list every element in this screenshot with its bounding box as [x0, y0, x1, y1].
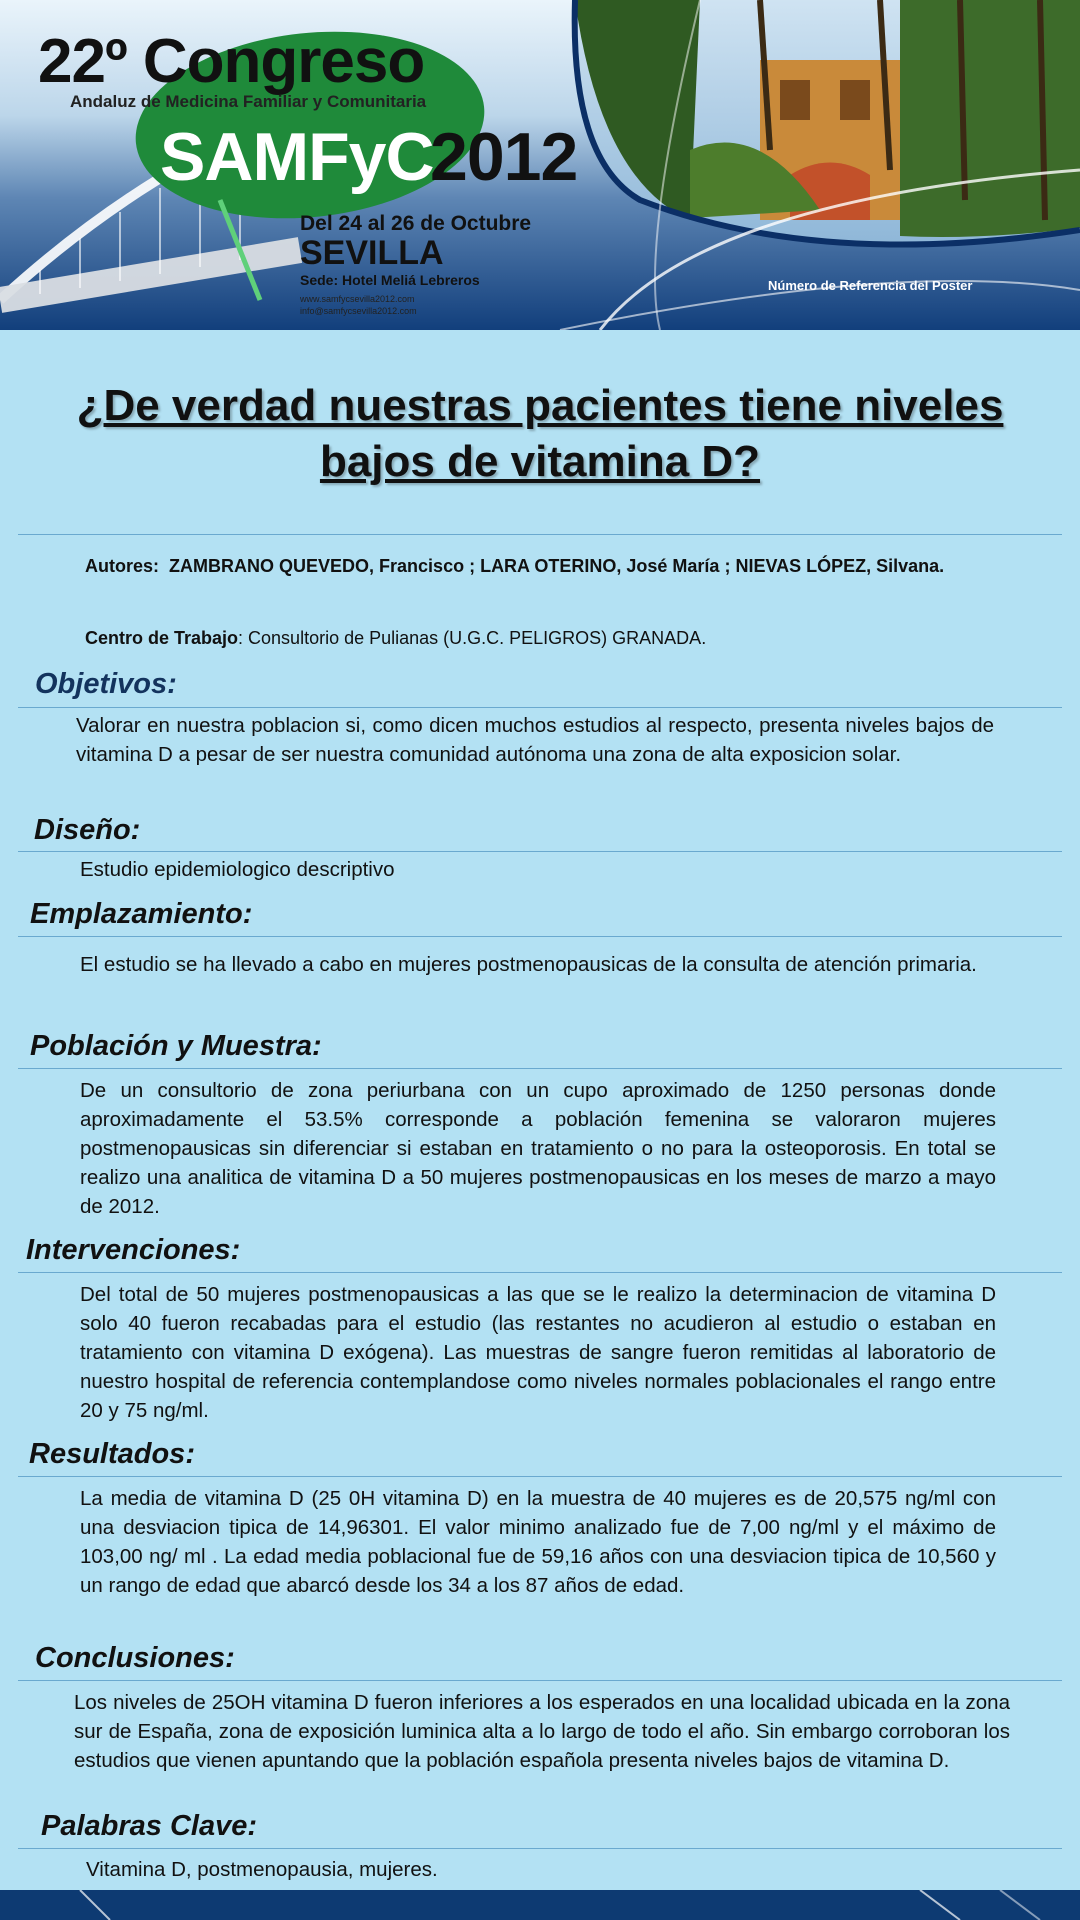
poster-title: ¿De verdad nuestras pacientes tiene niveles bajos de vitamina D?	[76, 381, 1004, 486]
congreso-title: 22º Congreso	[38, 27, 425, 96]
divider	[18, 1476, 1062, 1477]
divider	[18, 707, 1062, 708]
text-objetivos: Valorar en nuestra poblacion si, como dicen muchos estudios al respecto, presenta niveles bajos de vitamina D a pesar de ser nuestra comunidad autónoma una zona de alta exposicion solar.	[76, 714, 994, 766]
work-center-label: Centro de Trabajo	[85, 628, 239, 648]
work-center	[85, 628, 706, 649]
text-intervenciones: Del total de 50 mujeres postmenopausicas a las que se le realizo la determinacion de vitamina D solo 40 fueron recabadas para el estudio (las restantes no acudieron al estudio o estaban en tratamiento con vitamina D exógena). Las muestras de sangre fueron remitidas al laboratorio de nuestro hospital de referencia contemplandose como niveles normales poblacionales el rango entre 20 y 75 ng/ml.	[80, 1283, 996, 1422]
text-resultados: La media de vitamina D (25 0H vitamina D) en la muestra de 40 mujeres es de 20,575 ng/ml con una desviacion tipica de 14,96301. El valor minimo analizado fue de 7,00 ng/ml y el máximo de 103,00 ng/ ml . La edad media poblacional fue de 59,16 años con una desviacion tipica de 10,560 y un rango de edad que abarcó desde los 34 a los 87 años de edad.	[80, 1487, 996, 1597]
heading-intervenciones: Intervenciones:	[26, 1234, 241, 1266]
heading-resultados: Resultados:	[29, 1438, 195, 1470]
work-center-value: : Consultorio de Pulianas (U.G.C. PELIGROS) GRANADA.	[238, 628, 707, 648]
divider	[18, 936, 1062, 937]
text-palabras-clave: Vitamina D, postmenopausia, mujeres.	[86, 1858, 438, 1881]
divider	[18, 1848, 1062, 1849]
authors-label: Autores:	[85, 556, 160, 576]
divider	[18, 1272, 1062, 1273]
logo-name: SAMFyC	[160, 119, 434, 195]
header-banner	[0, 0, 1080, 330]
congress-email: info@samfycsevilla2012.com	[300, 306, 417, 316]
text-conclusiones: Los niveles de 25OH vitamina D fueron inferiores a los esperados en una localidad ubicada en la zona sur de España, zona de exposición luminica alta a lo largo de todo el año. Sin embargo corroboran los estudios que vienen apuntando que la población española presenta niveles bajos de vitamina D.	[74, 1691, 1010, 1772]
heading-emplazamiento: Emplazamiento:	[30, 898, 253, 930]
congreso-subtitle: Andaluz de Medicina Familiar y Comunitaria	[70, 92, 427, 111]
footer-graphic	[0, 1890, 1080, 1920]
logo-year: 2012	[430, 119, 578, 195]
divider	[18, 1068, 1062, 1069]
divider	[18, 534, 1062, 535]
authors	[85, 548, 985, 584]
congress-website: www.samfycsevilla2012.com	[300, 294, 415, 304]
footer-band	[0, 1890, 1080, 1920]
text-poblacion: De un consultorio de zona periurbana con un cupo aproximado de 1250 personas donde aproximadamente el 53.5% corresponde a población femenina se valoraron mujeres postmenopausicas sin diferenciar si estaban en tratamiento o no para la osteoporosis. En total se realizo una analitica de vitamina D a 50 mujeres postmenopausicas en los meses de marzo a mayo de 2012.	[80, 1079, 996, 1218]
text-diseno: Estudio epidemiologico descriptivo	[80, 858, 395, 881]
poster-reference-label: Número de Referencia del Poster	[768, 278, 973, 293]
divider	[18, 851, 1062, 852]
authors-names: ZAMBRANO QUEVEDO, Francisco ; LARA OTERINO, José María ; NIEVAS LÓPEZ, Silvana.	[169, 556, 945, 576]
text-emplazamiento: El estudio se ha llevado a cabo en mujeres postmenopausicas de la consulta de atención primaria.	[80, 953, 977, 976]
congress-dates: Del 24 al 26 de Octubre	[300, 212, 532, 235]
heading-conclusiones: Conclusiones:	[35, 1642, 235, 1674]
heading-poblacion: Población y Muestra:	[30, 1030, 322, 1062]
heading-palabras-clave: Palabras Clave:	[41, 1810, 258, 1842]
congress-city: SEVILLA	[300, 234, 444, 272]
congress-venue: Sede: Hotel Meliá Lebreros	[300, 272, 480, 288]
heading-objetivos: Objetivos:	[35, 668, 177, 700]
divider	[18, 1680, 1062, 1681]
heading-diseno: Diseño:	[34, 814, 141, 846]
